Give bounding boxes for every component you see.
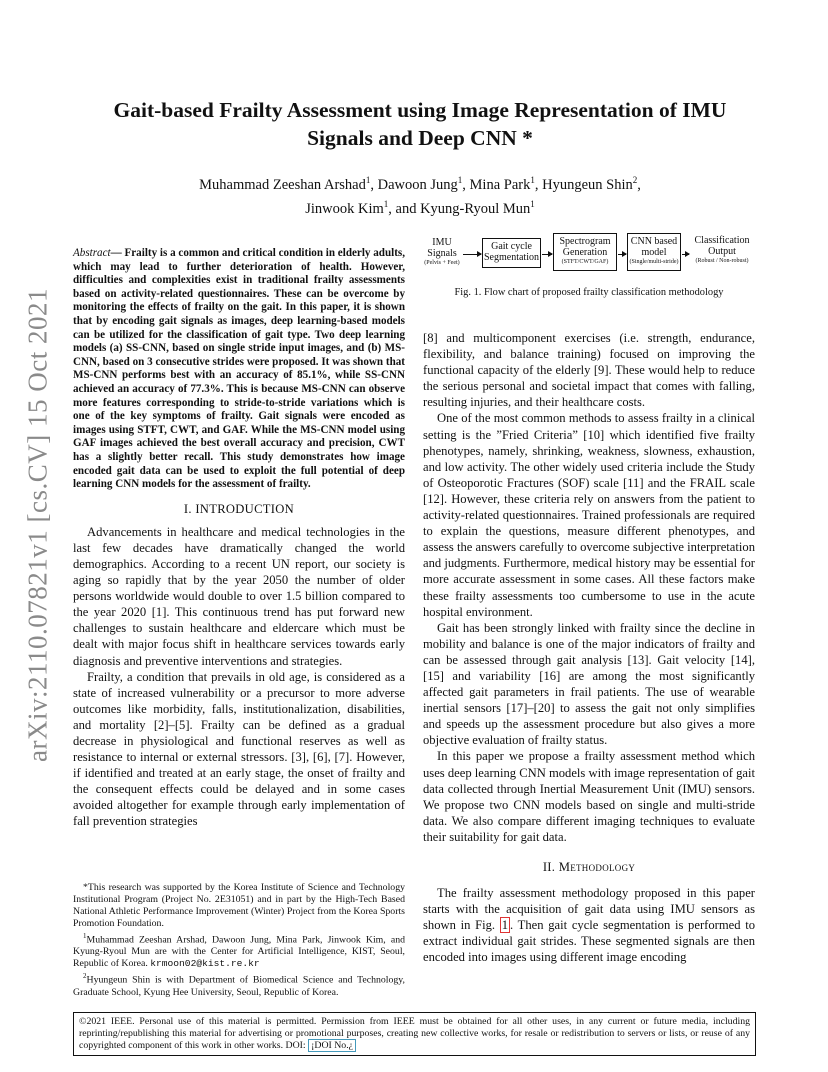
intro-paragraph-3: [8] and multicomponent exercises (i.e. strength, endurance, flexibility, and balance training) focused on improving the functional capacity of the elderly [9]. These would help to reduce the serious personal and societal impact that comes with falling, resulting injuries, and their healthcare costs. — [423, 331, 755, 410]
author-line-1 — [80, 171, 760, 195]
abstract-dash: — — [110, 247, 125, 259]
right-column — [423, 330, 755, 966]
author-separator: , and — [388, 200, 421, 217]
flow-node-label: IMU — [432, 237, 452, 248]
author-separator: , — [462, 176, 470, 193]
flow-node-label: Output — [708, 246, 736, 257]
intro-paragraph-6: In this paper we propose a frailty assessment method which uses deep learning CNN models with image representation of gait data collected through Inertial Measurement Unit (IMU) sensors. We propose two CNN models based on single and multi-stride data. We also compare different imaging techniques to evaluate their suitability for gait data. — [423, 749, 755, 844]
flow-node-sublabel: (Pelvis + Feet) — [424, 260, 460, 266]
abstract-label: Abstract — [73, 247, 111, 259]
methodology-text: The frailty assessment methodology proposed in this paper starts with the acquisition of gait data using IMU sensors as shown in Fig. — [423, 886, 755, 933]
abstract — [73, 247, 405, 492]
flow-node-label: model — [641, 247, 667, 258]
figure-1-flowchart — [423, 228, 755, 278]
flow-arrow — [618, 254, 626, 255]
affiliation-mark: 1 — [530, 198, 535, 209]
section-heading-methodology: II. Methodology — [542, 860, 636, 874]
flow-node-label: Generation — [562, 247, 608, 258]
author-line-2 — [80, 195, 760, 219]
copyright-text: ©2021 IEEE. Personal use of this material is permitted. Permission from IEEE must be obtained for all other uses, in any current or future media, including reprinting/republishing this material for advertising or promotional purposes, creating new collective works, for resale or redistribution to servers or lists, or reuse of any copyrighted component of this work in other works. DOI: — [79, 1016, 750, 1051]
author-list — [80, 171, 760, 219]
flow-arrow — [542, 254, 552, 255]
flow-node-label: Spectrogram — [559, 236, 611, 247]
author-name: Muhammad Zeeshan Arshad — [199, 176, 366, 193]
author-name: Mina Park — [469, 176, 531, 193]
flow-node-cnn-model — [627, 233, 681, 271]
left-column — [73, 247, 405, 830]
affiliation-mark: 2 — [632, 175, 638, 185]
title-line-1: Gait-based Frailty Assessment using Image Representation of IMU — [113, 98, 727, 122]
flow-node-label: Gait cycle — [491, 241, 532, 252]
intro-paragraph-1: Advancements in healthcare and medical technologies in the last few decades have dramatically changed the world demographics. According to a recent UN report, our society is aging so rapidly that by the year 2050 the number of older persons worldwide would double to over 1.5 billion compared to the year 2020 [1]. This continuous trend has put forward new challenges to sustain healthcare and eldercare which must be dealt with major focus shift in healthcare services towards early diagnosis and preventive interventions and strategies. — [73, 524, 405, 668]
abstract-text: Frailty is a common and critical condition in elderly adults, which may lead to further deterioration of health. However, difficulties and complexities exist in traditional frailty assessments based on activity-related questionnaires. These can be overcome by monitoring the effects of frailty on the gait. In this paper, it is shown that by encoding gait signals as images, deep learning-based models can be utilized for the classification of gait type. Two deep learning models (a) SS-CNN, based on single stride input images, and (b) MS-CNN, based on 3 consecutive strides were proposed. It was shown that MS-CNN performs best with an accuracy of 85.1%, while SS-CNN achieved an accuracy of 77.3%. This is because MS-CNN can observe more features corresponding to stride-to-stride variations which is one of the key symptoms of frailty. Gait signals were encoded as images using STFT, CWT, and GAF. While the MS-CNN model using GAF images achieved the best overall accuracy and precision, CWT has a slightly better recall. This study demonstrates how image encoded gait data can be used to exploit the full potential of deep learning CNN models for the assessment of frailty. — [73, 247, 406, 491]
author-name: Hyungeun Shin — [542, 176, 633, 193]
footnote-affiliation-2 — [73, 970, 405, 998]
flow-node-sublabel: (STFT/CWT/GAF) — [561, 259, 609, 265]
methodology-text: . Then gait cycle segmentation is performed to extract individual gait strides. These segmented signals are then encoded into images using different image encoding — [423, 918, 755, 965]
flow-node-classification-output — [689, 235, 755, 265]
affiliation-mark: 1 — [457, 175, 463, 185]
footnotes — [73, 882, 405, 999]
copyright-notice — [73, 1012, 756, 1056]
intro-paragraph-5: Gait has been strongly linked with frailty since the decline in mobility and balance is one of the major indicators of frailty and can be assessed through gait analysis [13]. Gait velocity [14], [15] and variability [16] are among the most significantly affected gait parameters in frail patients. The use of wearable inertial sensors [17]–[20] to assess the gait not only simplifies and speeds up the assessment procedure but also gives a more objective evaluation of frailty status. — [423, 620, 755, 748]
doi-link[interactable]: ¡DOI No.¿ — [308, 1039, 356, 1052]
author-name: Dawoon Jung — [377, 176, 458, 193]
flow-node-spectrogram-generation — [553, 233, 617, 271]
affiliation-mark: 1 — [530, 175, 535, 185]
author-name: Jinwook Kim — [305, 200, 384, 217]
title-line-2: Signals and Deep CNN * — [307, 126, 533, 150]
flow-node-label: CNN based — [630, 236, 678, 247]
affiliation-mark: 1 — [383, 198, 389, 209]
figure-reference-link[interactable]: 1 — [501, 918, 509, 933]
footnote-funding: *This research was supported by the Korea Institute of Science and Technology Institutional Program (Project No. 2E31051) and in part by the High-Tech Based National Athletic Performance Improvement (Winter) Project from the Korea Sports Promotion Foundation. — [73, 882, 405, 929]
flow-node-gait-segmentation — [482, 238, 541, 268]
flow-node-sublabel: (Single/multi-stride) — [629, 259, 679, 265]
author-name: Kyung-Ryoul Mun — [420, 200, 531, 217]
arxiv-identifier: arXiv:2110.07821v1 [cs.CV] 15 Oct 2021 — [22, 288, 53, 762]
figure-1-caption: Fig. 1. Flow chart of proposed frailty classification methodology — [454, 287, 724, 298]
intro-paragraph-2: Frailty, a condition that prevails in old age, is considered as a state of increased vulnerability or a precursor to more adverse outcomes like morbidity, falls, institutionalization, disabilities, and mortality [2]–[5]. Frailty can be defined as a gradual decrease in physiological and functional reserves as well as resistance to internal or external stressors. [3], [6], [7]. However, if identified and treated at an early stage, the onset of frailty and the consequent effects could be delayed and in some cases avoided altogether for example through early implementation of fall prevention strategies — [73, 669, 405, 829]
footnote-mark: 2 — [83, 972, 87, 981]
contact-email: krmoon02@kist.re.kr — [150, 958, 260, 970]
flow-node-label: Segmentation — [484, 252, 539, 263]
flow-arrow — [682, 254, 689, 255]
paper-title — [80, 96, 760, 152]
author-separator: , — [637, 176, 641, 193]
author-separator: , — [534, 176, 543, 193]
arxiv-sidebar-stamp — [18, 290, 58, 760]
flow-arrow — [463, 254, 481, 255]
intro-paragraph-4: One of the most common methods to assess frailty in a clinical setting is the ”Fried Criteria” [10] which identified five frailty phenotypes, namely, shrinking, weakness, slowness, exhaustion, and low activity. The other widely used criteria include the Study of Osteoporotic Fractures (SOF) scale [11] and the FRAIL scale [12]. However, these criteria rely on answers from the patient to activity-related questionnaires. Trained professionals are required to explain the questions, measure different phenotypes, and assess the answers carefully to overcome subjective interpretation and judgments. Furthermore, medical history may be essential for more accurate assessment in some cases. All these factors make these frailty assessments too cumbersome to use in the acute hospital environment. — [423, 411, 755, 619]
methodology-paragraph-1 — [423, 885, 755, 965]
footnote-affiliation-1-text: Muhammad Zeeshan Arshad, Dawoon Jung, Mina Park, Jinwook Kim, and Kyung-Ryoul Mun are with the Center for Artificial Intelligence, KIST, Seoul, Republic of Korea. — [73, 934, 405, 970]
footnote-affiliation-1 — [73, 930, 405, 970]
footnote-affiliation-2-text: Hyungeun Shin is with Department of Biomedical Science and Technology, Graduate School, Kyung Hee University, Seoul, Republic of Korea. — [73, 974, 405, 998]
section-heading-introduction: I. INTRODUCTION — [183, 501, 295, 516]
flow-node-sublabel: (Robust / Non-robust) — [695, 258, 749, 264]
affiliation-mark: 1 — [365, 175, 371, 185]
flow-node-imu-signals — [423, 237, 461, 267]
footnote-mark: 1 — [83, 932, 87, 940]
flow-node-label: Classification — [694, 235, 750, 246]
author-separator: , — [370, 176, 378, 193]
flow-node-label: Signals — [427, 248, 457, 259]
